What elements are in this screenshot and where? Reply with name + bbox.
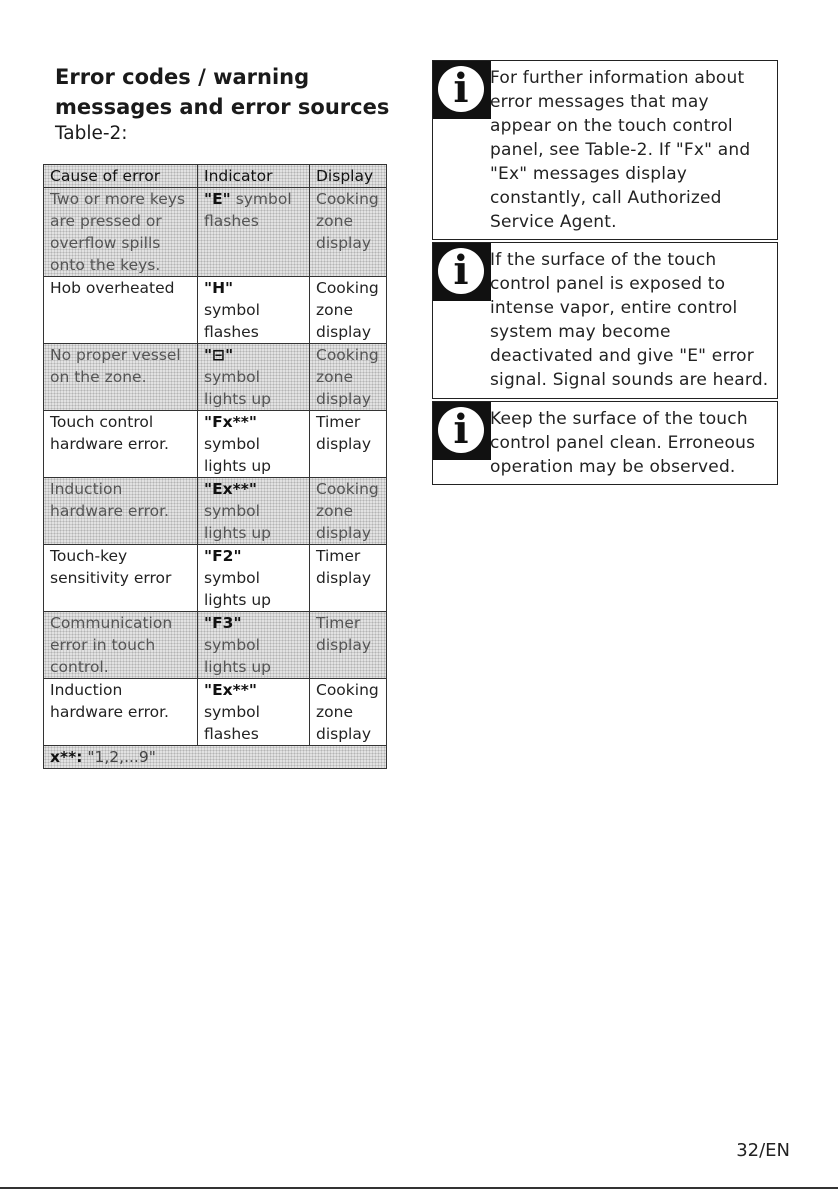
display-cell: Cooking zone display	[310, 478, 387, 545]
table-row	[44, 478, 387, 545]
header-display: Display	[310, 165, 387, 188]
table-caption: Table-2:	[55, 123, 128, 144]
display-cell: Timer display	[310, 612, 387, 679]
indicator-code: "Ex**"	[204, 681, 257, 699]
cause-cell: Hob overheated	[44, 277, 198, 344]
page-number: 32/EN	[736, 1140, 790, 1161]
cause-cell: No proper vessel on the zone.	[44, 344, 198, 411]
indicator-code: "F3"	[204, 614, 242, 632]
indicator-cell	[198, 612, 310, 679]
info-icon: i	[433, 243, 491, 301]
indicator-text: symbol lights up	[204, 435, 272, 475]
display-cell: Cooking zone display	[310, 679, 387, 746]
indicator-code: "H"	[204, 279, 234, 297]
cause-cell: Induction hardware error.	[44, 478, 198, 545]
indicator-text: symbol lights up	[204, 502, 272, 542]
display-cell: Timer display	[310, 411, 387, 478]
indicator-code: "E"	[204, 190, 231, 208]
footer-rule	[0, 1187, 838, 1189]
indicator-cell	[198, 545, 310, 612]
display-cell: Cooking zone display	[310, 344, 387, 411]
indicator-cell	[198, 679, 310, 746]
info-icon: i	[433, 402, 491, 460]
cause-cell: Touch control hardware error.	[44, 411, 198, 478]
info-text: If the surface of the touch control panel is exposed to intense vapor, entire control system may become deactivated and give "E" error signal. Signal sounds are heard.	[490, 250, 769, 390]
info-text: For further information about error messages that may appear on the touch control panel, see Table-2. If "Fx" and "Ex" messages display constantly, call Authorized Service Agent.	[490, 68, 751, 232]
table-footnote-row	[44, 746, 387, 769]
indicator-text: symbol flashes	[204, 190, 292, 230]
indicator-cell	[198, 344, 310, 411]
indicator-cell	[198, 478, 310, 545]
display-cell: Cooking zone display	[310, 188, 387, 277]
table-row	[44, 411, 387, 478]
cause-cell: Induction hardware error.	[44, 679, 198, 746]
indicator-code: "Ex**"	[204, 480, 257, 498]
info-box	[432, 401, 778, 485]
table-header-row	[44, 165, 387, 188]
footnote-symbol: x**:	[50, 748, 83, 766]
indicator-cell	[198, 188, 310, 277]
table-row	[44, 344, 387, 411]
table-row	[44, 188, 387, 277]
info-icon: i	[433, 61, 491, 119]
cause-cell: Communication error in touch control.	[44, 612, 198, 679]
table-footnote	[44, 746, 387, 769]
info-text: Keep the surface of the touch control panel clean. Erroneous operation may be observed.	[490, 409, 756, 477]
indicator-text: symbol lights up	[204, 368, 272, 408]
indicator-text: symbol lights up	[204, 636, 272, 676]
pan-symbol-code: "⊟"	[204, 346, 234, 364]
table-row	[44, 679, 387, 746]
indicator-text: symbol lights up	[204, 569, 272, 609]
footnote-values: "1,2,...9"	[87, 748, 156, 766]
info-box	[432, 60, 778, 240]
display-cell: Timer display	[310, 545, 387, 612]
indicator-text: symbol flashes	[204, 703, 260, 743]
error-codes-table	[43, 164, 387, 769]
indicator-cell	[198, 411, 310, 478]
indicator-code: "F2"	[204, 547, 242, 565]
section-title: Error codes / warning messages and error sources	[55, 65, 390, 119]
header-indicator: Indicator	[198, 165, 310, 188]
table-row	[44, 545, 387, 612]
table-row	[44, 612, 387, 679]
indicator-code: "Fx**"	[204, 413, 257, 431]
header-cause: Cause of error	[44, 165, 198, 188]
info-box	[432, 242, 778, 399]
display-cell: Cooking zone display	[310, 277, 387, 344]
indicator-cell	[198, 277, 310, 344]
table-row	[44, 277, 387, 344]
indicator-text: symbol flashes	[204, 301, 260, 341]
cause-cell: Two or more keys are pressed or overflow spills onto the keys.	[44, 188, 198, 277]
cause-cell: Touch-key sensitivity error	[44, 545, 198, 612]
